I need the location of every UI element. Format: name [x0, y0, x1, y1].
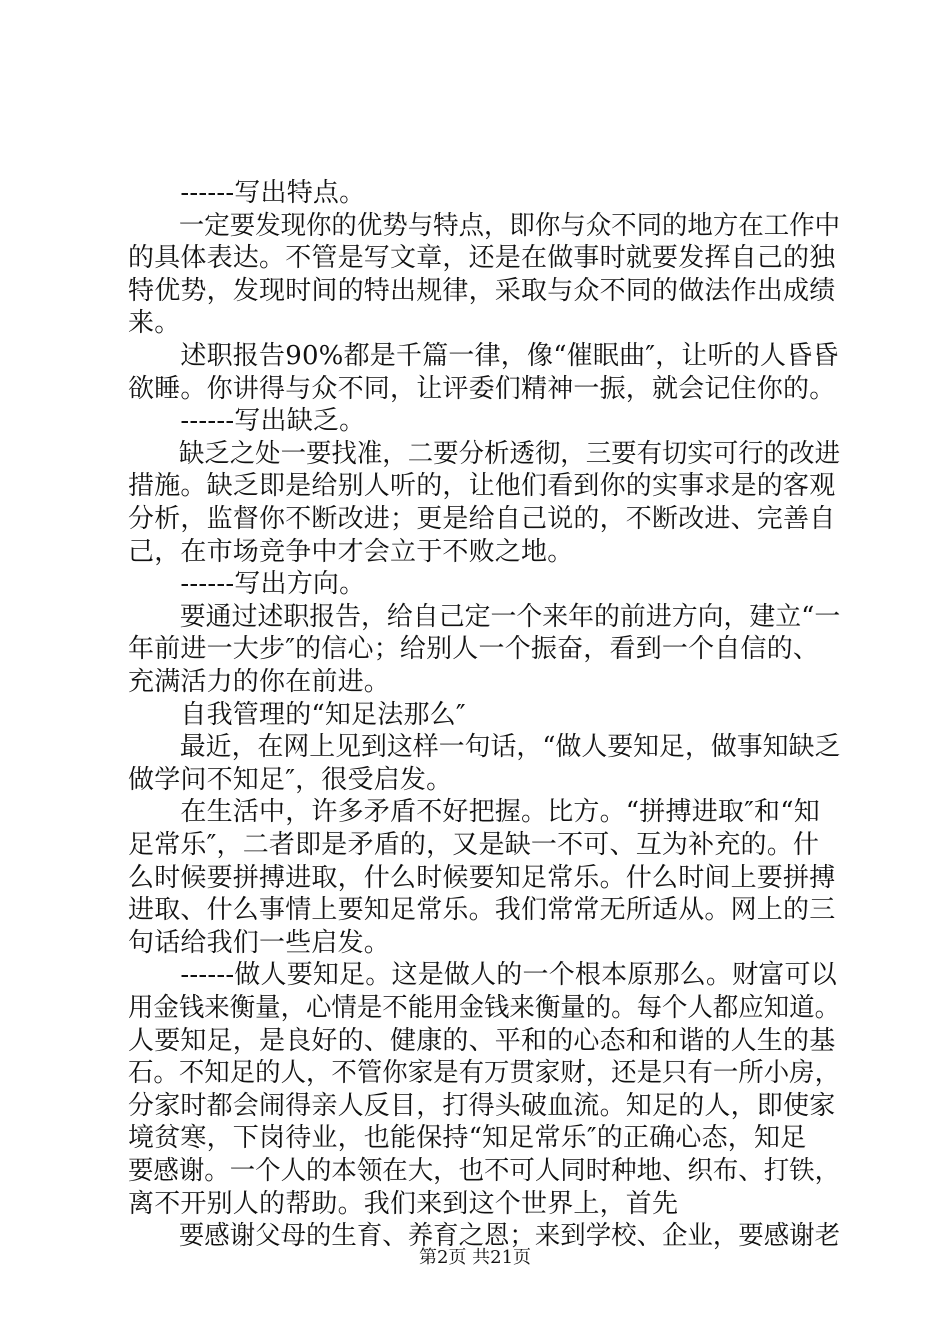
text-line: 么时候要拼搏进取，什么时候要知足常乐。什么时间上要拼搏: [128, 862, 836, 893]
text-line: 来。: [128, 308, 181, 339]
text-line: 自我管理的“知足法那么″: [128, 699, 466, 730]
text-line: 离不开别人的帮助。我们来到这个世界上，首先: [128, 1188, 679, 1219]
text-line: 要感谢。一个人的本领在大，也不可人同时种地、织布、打铁，: [128, 1156, 841, 1186]
text-line: 人要知足，是良好的、健康的、平和的心态和和谐的人生的基: [128, 1025, 836, 1056]
text-line: 句话给我们一些启发。: [128, 927, 391, 958]
text-line: 石。不知足的人，不管你家是有万贯家财，还是只有一所小房，: [128, 1058, 841, 1089]
text-line: 措施。缺乏即是给别人听的，让他们看到你的实事求是的客观: [128, 471, 836, 502]
text-line: 缺乏之处一要找准，二要分析透彻，三要有切实可行的改进: [128, 438, 841, 469]
text-line: ------做人要知足。这是做人的一个根本原那么。财富可以: [128, 960, 837, 991]
text-line: ------写出缺乏。: [128, 406, 366, 437]
text-line: 做学问不知足″，很受启发。: [128, 764, 453, 795]
text-line: 充满活力的你在前进。: [128, 667, 391, 697]
text-line: 一定要发现你的优势与特点，即你与众不同的地方在工作中: [128, 210, 841, 241]
text-line: 的具体表达。不管是写文章，还是在做事时就要发挥自己的独: [128, 243, 836, 274]
text-line: 述职报告90%都是千篇一律，像“催眠曲″，让听的人昏昏: [128, 341, 839, 371]
text-line: 在生活中，许多矛盾不好把握。比方。“拼搏进取″和“知: [128, 797, 820, 828]
text-line: 要通过述职报告，给自己定一个来年的前进方向，建立“一: [128, 601, 841, 632]
text-line: ------写出特点。: [128, 178, 366, 208]
text-line: 足常乐″，二者即是矛盾的，又是缺一不可、互为补充的。什: [128, 830, 820, 860]
text-line: 年前进一大步″的信心；给别人一个振奋，看到一个自信的、: [128, 634, 820, 665]
text-line: 欲睡。你讲得与众不同，让评委们精神一振，就会记住你的。: [128, 373, 836, 404]
text-line: 用金钱来衡量，心情是不能用金钱来衡量的。每个人都应知道。: [128, 993, 841, 1023]
text-line: 最近，在网上见到这样一句话，“做人要知足，做事知缺乏: [128, 732, 841, 763]
text-line: 分家时都会闹得亲人反目，打得头破血流。知足的人，即使家: [128, 1090, 836, 1121]
text-line: 进取、什么事情上要知足常乐。我们常常无所适从。网上的三: [128, 895, 836, 926]
text-line: 分析，监督你不断改进；更是给自己说的，不断改进、完善自: [128, 504, 836, 534]
text-line: 己，在市场竞争中才会立于不败之地。: [128, 536, 574, 567]
text-line: 境贫寒，下岗待业，也能保持“知足常乐″的正确心态，知足: [128, 1123, 807, 1154]
page-footer: 第2页 共21页: [418, 1247, 532, 1268]
text-line: 要感谢父母的生育、养育之恩；来到学校、企业，要感谢老: [128, 1221, 841, 1252]
text-line: ------写出方向。: [128, 569, 366, 600]
text-line: 特优势，发现时间的特出规律，采取与众不同的做法作出成绩: [128, 275, 836, 306]
